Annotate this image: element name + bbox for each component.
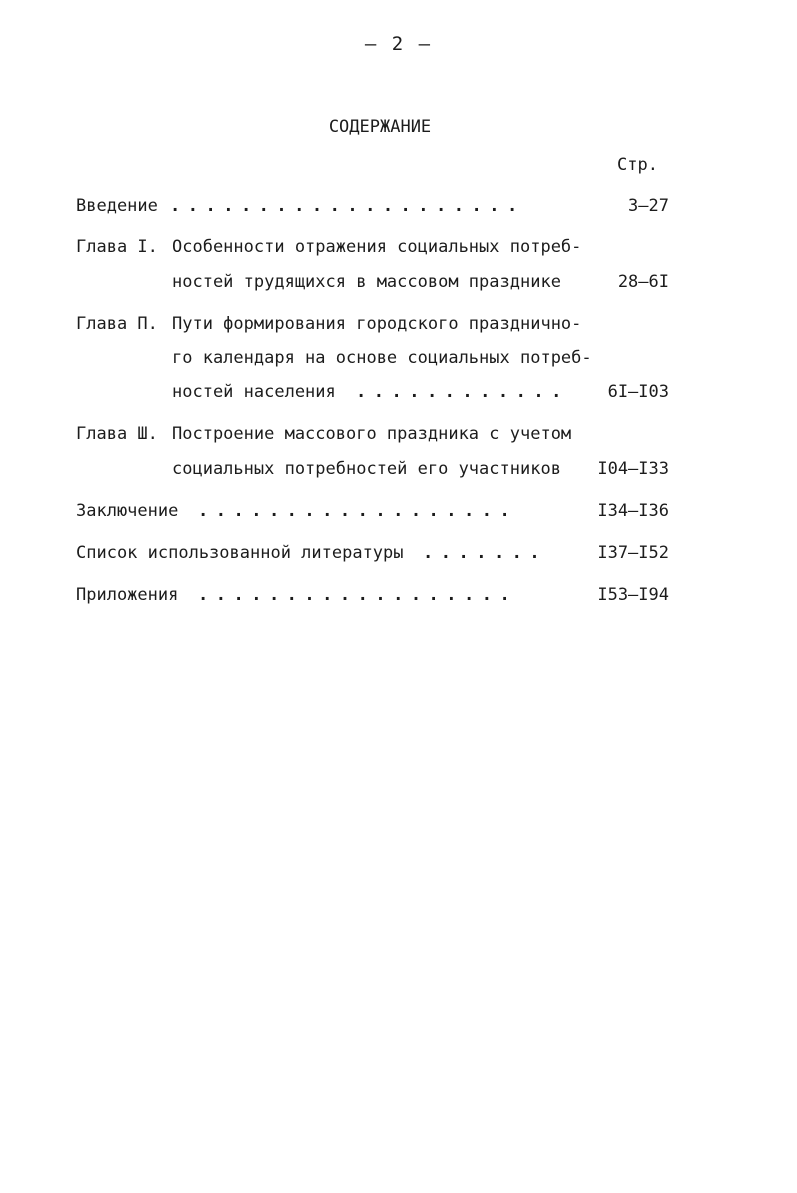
toc-entry-text-line: Пути формирования городского празднично- — [172, 314, 582, 334]
toc-entry-chapter-1-cont — [0, 272, 797, 294]
toc-entry-text-line: ностей населения — [172, 382, 336, 402]
toc-entry-chapter-2-cont — [0, 382, 797, 404]
toc-entry-pages: I37–I52 — [597, 543, 669, 563]
toc-entry-chapter-1[interactable] — [0, 237, 797, 259]
toc-entry-bibliography[interactable] — [0, 543, 797, 565]
toc-entry-text-line: Особенности отражения социальных потреб- — [172, 237, 582, 257]
leader-dots: .................. — [198, 585, 518, 605]
leader-dots: ....... — [423, 543, 548, 563]
toc-title: СОДЕРЖАНИЕ — [328, 117, 432, 137]
toc-entry-chapter-3-cont — [0, 459, 797, 481]
leader-dots: .................. — [198, 501, 518, 521]
leader-dots: .................... — [170, 196, 525, 216]
toc-entry-text-line: Построение массового праздника с учетом — [172, 424, 572, 444]
toc-entry-pages: 28–6I — [617, 272, 669, 292]
toc-entry-label: Глава П. — [76, 314, 158, 334]
toc-entry-text-line: ностей трудящихся в массовом празднике — [172, 272, 561, 292]
toc-entry-pages: I04–I33 — [597, 459, 669, 479]
toc-entry-pages: I34–I36 — [597, 501, 669, 521]
leader-dots: ............ — [356, 382, 569, 402]
toc-entry-pages: 3–27 — [628, 196, 669, 216]
toc-entry-label: Глава Ш. — [76, 424, 158, 444]
toc-entry-label: Глава I. — [76, 237, 158, 257]
toc-entry-label: Заключение — [76, 501, 179, 521]
toc-entry-label: Список использованной литературы — [76, 543, 404, 563]
toc-entry-text-line: го календаря на основе социальных потреб- — [172, 348, 592, 368]
toc-entry-text-line: социальных потребностей его участников — [172, 459, 561, 479]
page-column-header: Стр. — [617, 155, 658, 175]
toc-entry-chapter-2-cont — [0, 348, 797, 370]
toc-entry-label: Введение — [76, 196, 158, 216]
toc-entry-appendices[interactable] — [0, 585, 797, 607]
toc-entry-chapter-2[interactable] — [0, 314, 797, 336]
toc-entry-chapter-3[interactable] — [0, 424, 797, 446]
toc-entry-label: Приложения — [76, 585, 179, 605]
toc-entry-conclusion[interactable] — [0, 501, 797, 523]
toc-entry-introduction[interactable] — [0, 196, 797, 218]
toc-entry-pages: I53–I94 — [597, 585, 669, 605]
page-number: – 2 – — [364, 33, 433, 55]
toc-entry-pages: 6I–I03 — [607, 382, 669, 402]
